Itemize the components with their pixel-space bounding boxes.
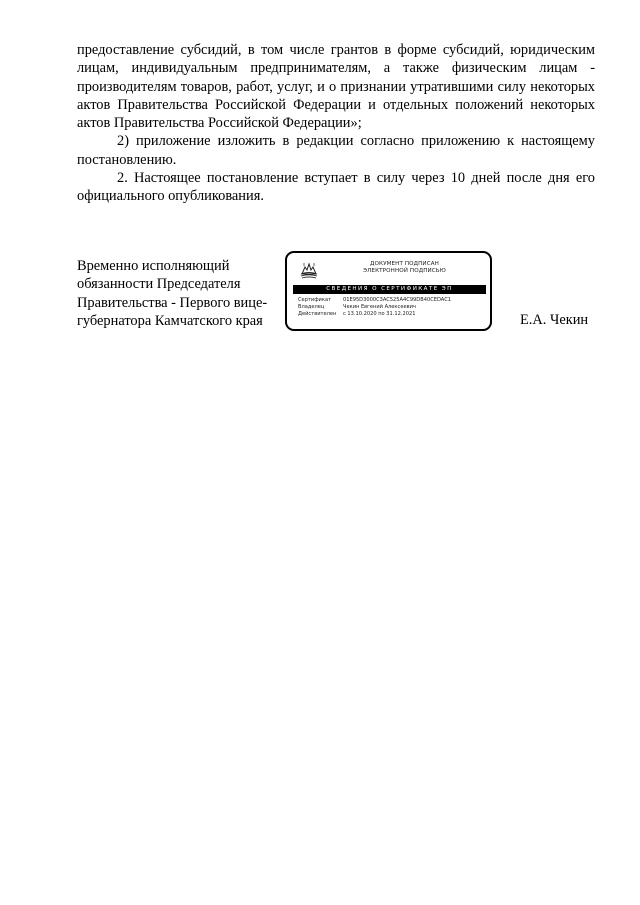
stamp-title-line: ДОКУМЕНТ ПОДПИСАН bbox=[370, 261, 439, 267]
stamp-row-label: Действителен bbox=[298, 311, 337, 317]
signatory-line: губернатора Камчатского края bbox=[77, 312, 263, 329]
stamp-row-value: Чекин Евгений Алексеевич bbox=[343, 304, 416, 310]
signatory-line: обязанности Председателя bbox=[77, 276, 241, 293]
signer-name: Е.А. Чекин bbox=[520, 312, 589, 328]
electronic-signature-stamp bbox=[285, 251, 492, 331]
signatory-line: Правительства - Первого вице- bbox=[77, 294, 268, 311]
coat-of-arms-icon bbox=[298, 259, 320, 281]
stamp-title-line: ЭЛЕКТРОННОЙ ПОДПИСЬЮ bbox=[363, 268, 446, 274]
document-body bbox=[77, 41, 595, 206]
stamp-details bbox=[298, 297, 486, 318]
stamp-title bbox=[323, 261, 486, 275]
stamp-row-value: с 13.10.2020 по 31.12.2021 bbox=[343, 311, 416, 317]
paragraph-item-2: 2) приложение изложить в редакции согласно приложению к настоящему постановлению. bbox=[77, 133, 595, 168]
signatory-line: Временно исполняющий bbox=[77, 258, 230, 274]
stamp-row-label: Сертификат bbox=[298, 297, 332, 303]
stamp-row-owner bbox=[298, 304, 486, 311]
stamp-row-validity bbox=[298, 311, 486, 318]
stamp-row-certificate bbox=[298, 297, 486, 304]
signatory-position bbox=[77, 257, 282, 330]
stamp-row-value: 01E95D3000C3AC525A4C99DB40CEDAC1 bbox=[343, 297, 452, 303]
paragraph-clause-2: 2. Настоящее постановление вступает в силу через 10 дней после дня его официального опубликования. bbox=[77, 170, 595, 205]
stamp-certificate-band: СВЕДЕНИЯ О СЕРТИФИКАТЕ ЭП bbox=[293, 285, 486, 294]
paragraph-continuation: предоставление субсидий, в том числе грантов в форме субсидий, юридическим лицам, индивидуальным предпринимателям, а также физическим лицам - производителям товаров, работ, услуг, и о признании утратившими силу некоторых актов Правительства Российской Федерации и отдельных положений некоторых актов Правительства Российской Федерации»; bbox=[77, 42, 595, 132]
stamp-row-label: Владелец bbox=[298, 304, 325, 310]
